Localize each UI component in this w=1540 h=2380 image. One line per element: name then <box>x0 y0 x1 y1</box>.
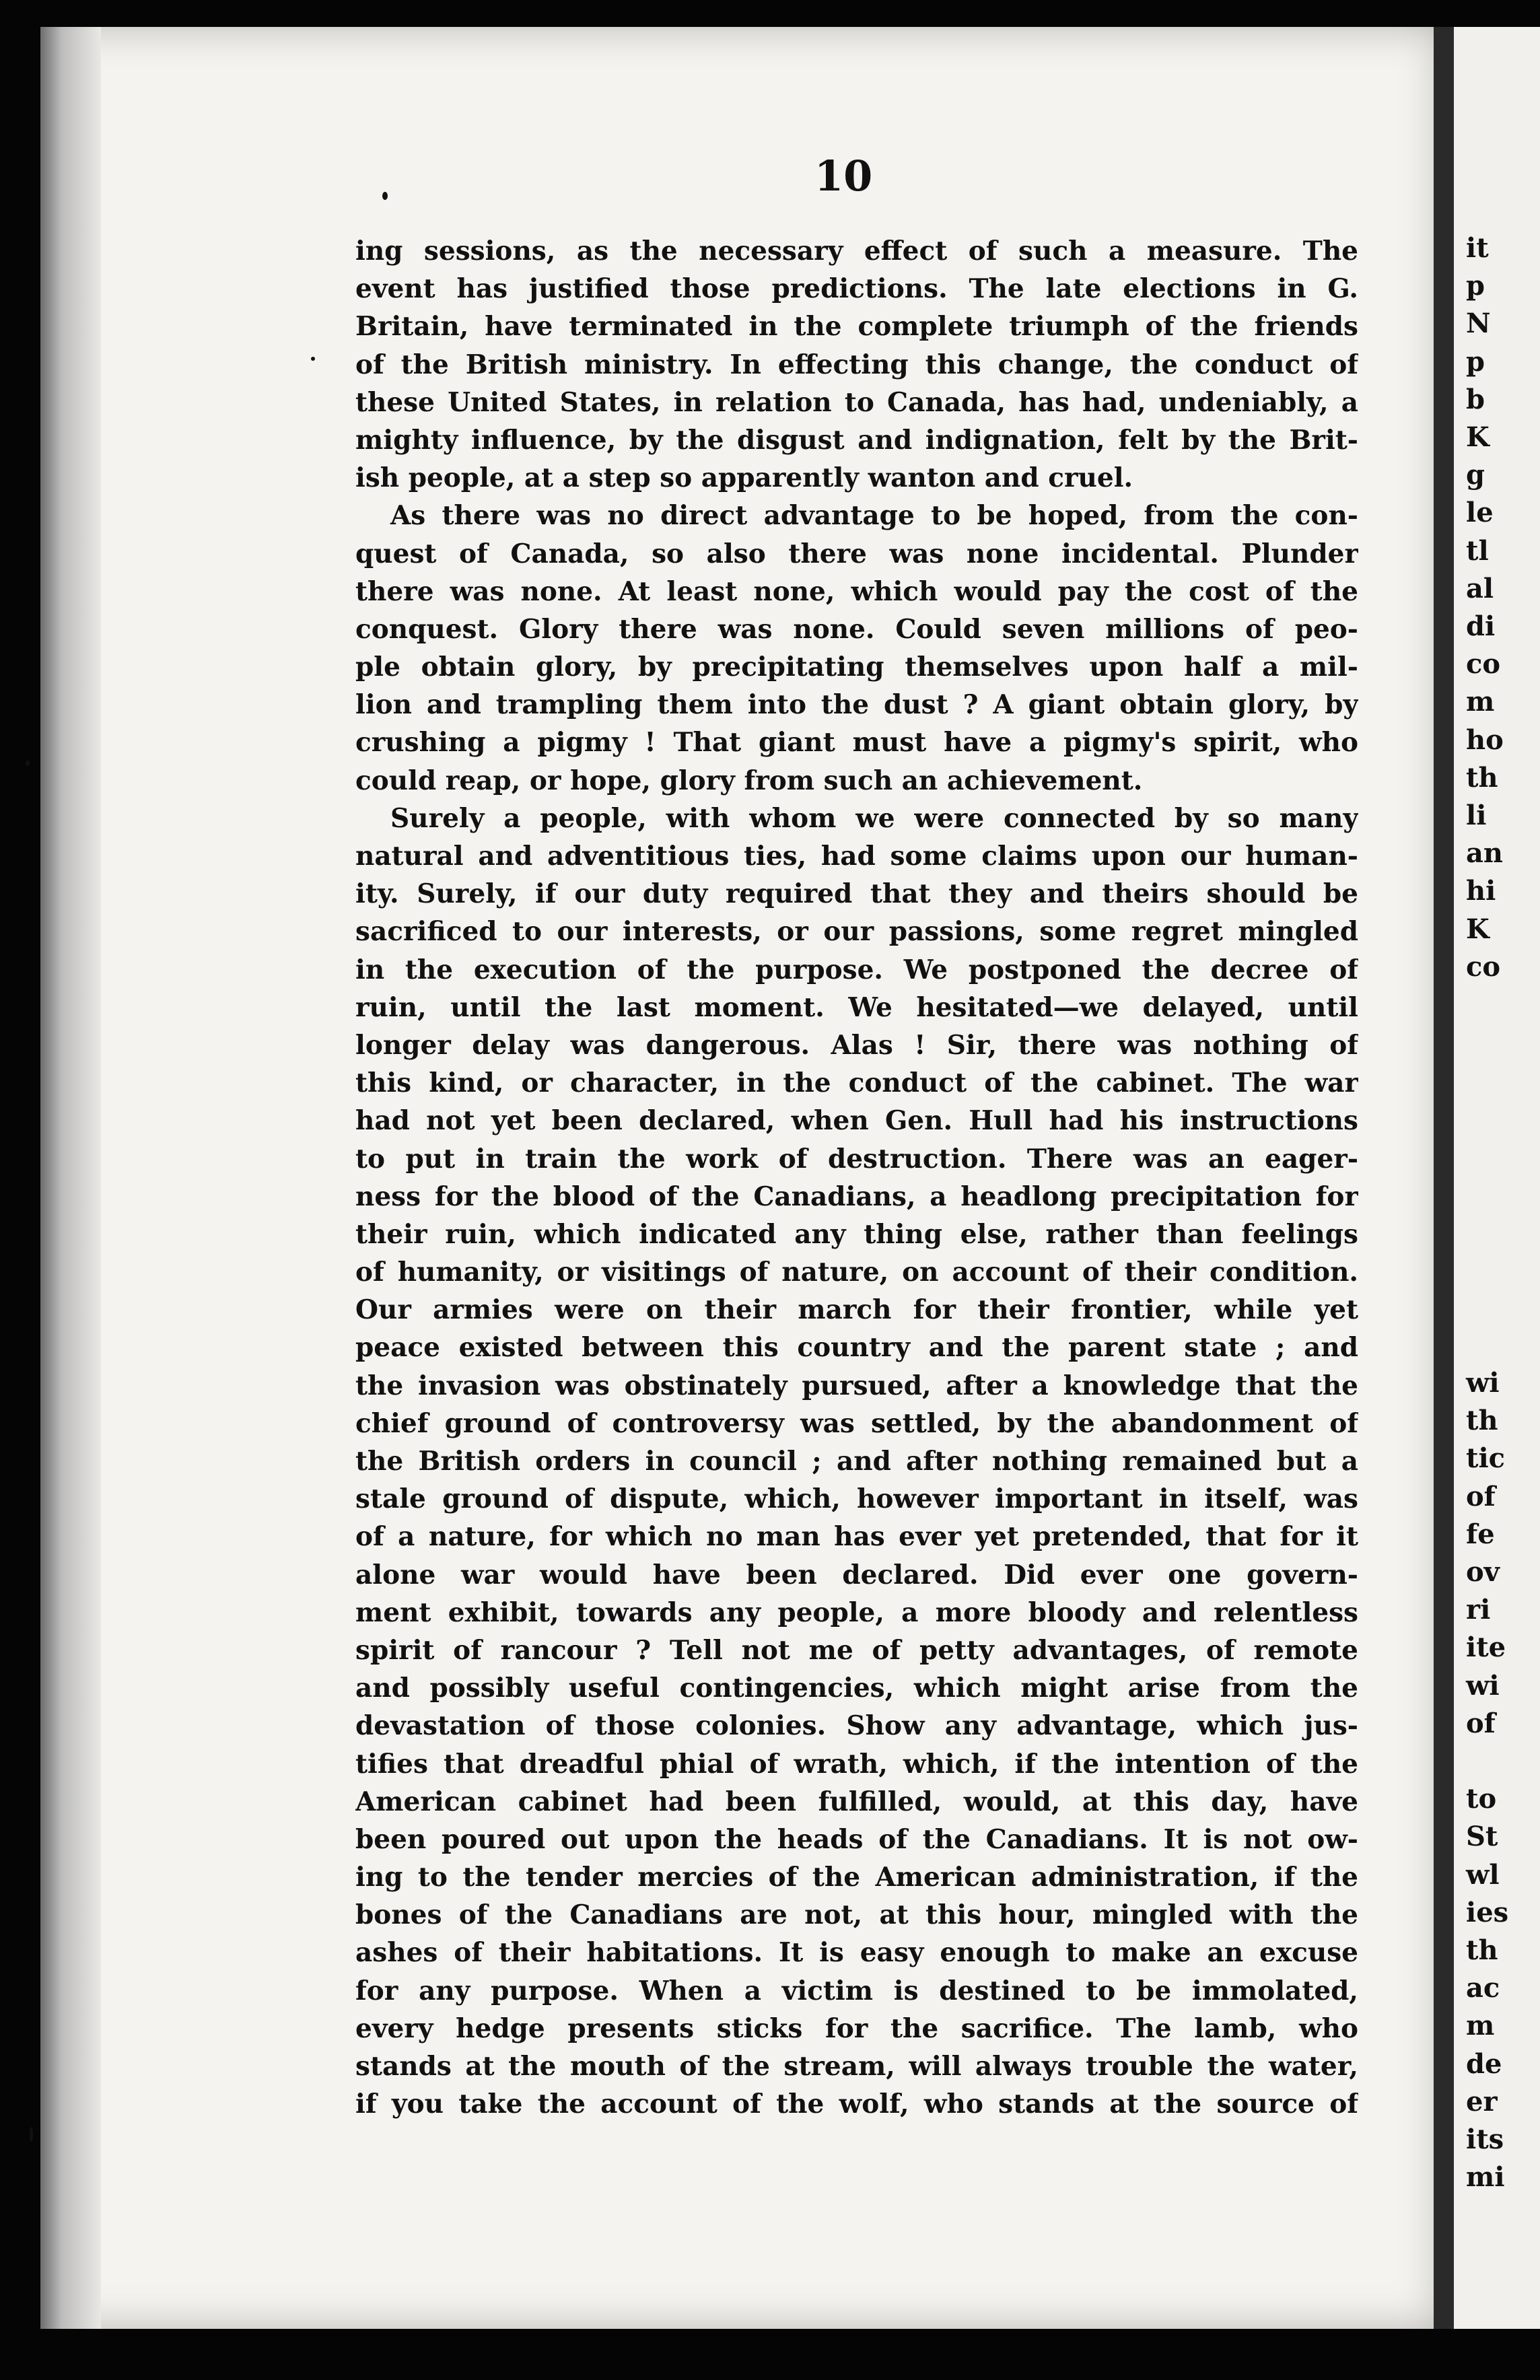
neighbor-text-fragment: ac <box>1466 1972 1500 2004</box>
neighbor-text-fragment: di <box>1466 610 1496 642</box>
text-line: in the execution of the purpose. We postponed the decree of <box>355 954 1358 985</box>
text-line: for any purpose. When a victim is destined to be immolated, <box>355 1975 1358 2006</box>
text-line: chief ground of controversy was settled, by the abandonment of <box>355 1407 1358 1439</box>
neighbor-text-fragment: tl <box>1466 534 1489 567</box>
text-line: if you take the account of the wolf, who stands at the source of <box>355 2089 1358 2120</box>
neighbor-text-fragment: ies <box>1466 1896 1509 1928</box>
neighbor-text-fragment: al <box>1466 572 1494 604</box>
text-line: of the British ministry. In effecting this change, the conduct of <box>355 349 1358 380</box>
neighbor-text-fragment: le <box>1466 497 1494 529</box>
text-line: spirit of rancour ? Tell not me of petty advantages, of remote <box>355 1634 1358 1666</box>
text-line: tifies that dreadful phial of wrath, which, if the intention of the <box>355 1748 1358 1780</box>
neighbor-text-fragment: it <box>1466 232 1489 264</box>
text-line: stands at the mouth of the stream, will always trouble the water, <box>355 2051 1358 2082</box>
neighbor-text-fragment: er <box>1466 2085 1498 2118</box>
neighbor-text-fragment: ri <box>1466 1594 1491 1626</box>
text-line: American cabinet had been fulfilled, would, at this day, have <box>355 1786 1358 1817</box>
text-line: ing to the tender mercies of the American administration, if the <box>355 1862 1358 1893</box>
neighbor-text-fragment: of <box>1466 1480 1496 1512</box>
scan-speck <box>30 2127 33 2142</box>
neighbor-text-fragment: p <box>1466 345 1485 378</box>
text-line: quest of Canada, so also there was none incidental. Plunder <box>355 538 1358 569</box>
neighbor-text-fragment: th <box>1466 1405 1498 1437</box>
text-line: and possibly useful contingencies, which might arise from the <box>355 1673 1358 1704</box>
scan-speck <box>382 192 388 200</box>
neighbor-text-fragment: p <box>1466 270 1485 302</box>
text-line: longer delay was dangerous. Alas ! Sir, there was nothing of <box>355 1029 1358 1061</box>
neighbor-text-fragment: m <box>1466 686 1495 718</box>
text-line: of humanity, or visitings of nature, on account of their condition. <box>355 1257 1358 1288</box>
text-line: Our armies were on their march for their frontier, while yet <box>355 1294 1358 1326</box>
text-line: this kind, or character, in the conduct of the cabinet. The war <box>355 1068 1358 1099</box>
text-line: devastation of those colonies. Show any advantage, which jus- <box>355 1710 1358 1742</box>
neighbor-text-fragment: St <box>1466 1821 1498 1853</box>
neighbor-text-fragment: li <box>1466 800 1487 831</box>
text-line: could reap, or hope, glory from such an achievement. <box>355 765 1143 796</box>
neighbor-text-fragment: fe <box>1466 1518 1495 1550</box>
text-line: these United States, in relation to Canada, has had, undeniably, a <box>355 386 1358 418</box>
text-line: lion and trampling them into the dust ? A giant obtain glory, by <box>355 689 1358 721</box>
text-line: there was none. At least none, which would pay the cost of the <box>355 575 1358 607</box>
text-line: ing sessions, as the necessary effect of such a measure. The <box>355 236 1358 267</box>
text-line: As there was no direct advantage to be hoped, from the con- <box>390 500 1358 532</box>
text-line: to put in train the work of destruction. There was an eager- <box>355 1143 1358 1175</box>
neighbor-text-fragment: of <box>1466 1707 1496 1739</box>
text-line: ashes of their habitations. It is easy enough to make an excuse <box>355 1937 1358 1969</box>
text-line: the British orders in council ; and after nothing remained but a <box>355 1446 1358 1477</box>
text-line: every hedge presents sticks for the sacrifice. The lamb, who <box>355 2013 1358 2044</box>
text-line: natural and adventitious ties, had some claims upon our human- <box>355 841 1358 872</box>
neighbor-page-strip <box>1454 27 1540 2329</box>
neighbor-text-fragment: wl <box>1466 1858 1500 1891</box>
text-line: ruin, until the last moment. We hesitated—we delayed, until <box>355 991 1358 1023</box>
text-line: mighty influence, by the disgust and indignation, felt by the Brit- <box>355 424 1358 456</box>
text-line: stale ground of dispute, which, however important in itself, was <box>355 1483 1358 1515</box>
neighbor-text-fragment: ite <box>1466 1632 1506 1664</box>
text-line: peace existed between this country and the parent state ; and <box>355 1332 1358 1364</box>
neighbor-text-fragment: its <box>1466 2124 1504 2155</box>
text-line: of a nature, for which no man has ever yet pretended, that for it <box>355 1521 1358 1553</box>
body-text <box>355 232 1358 2123</box>
neighbor-text-fragment: m <box>1466 2010 1495 2042</box>
scan-speck <box>26 761 30 766</box>
neighbor-text-fragment: ov <box>1466 1556 1500 1588</box>
neighbor-text-fragment: de <box>1466 2048 1502 2080</box>
scan-speck <box>311 357 315 361</box>
neighbor-text-fragment: b <box>1466 383 1485 415</box>
text-line: alone war would have been declared. Did ever one govern- <box>355 1559 1358 1590</box>
text-line: ple obtain glory, by precipitating themselves upon half a mil- <box>355 652 1358 683</box>
text-line: ment exhibit, towards any people, a more bloody and relentless <box>355 1597 1358 1628</box>
text-line: bones of the Canadians are not, at this hour, mingled with the <box>355 1899 1358 1931</box>
neighbor-text-fragment: co <box>1466 950 1501 983</box>
text-line: Surely a people, with whom we were connected by so many <box>390 802 1358 834</box>
neighbor-text-fragment: ho <box>1466 724 1504 756</box>
neighbor-text-fragment: K <box>1466 421 1490 453</box>
neighbor-text-fragment: tic <box>1466 1442 1506 1475</box>
neighbor-text-fragment: an <box>1466 837 1503 870</box>
text-line: had not yet been declared, when Gen. Hull had his instructions <box>355 1105 1358 1137</box>
page-edge-shadow <box>1434 27 1454 2329</box>
text-line: their ruin, which indicated any thing else, rather than feelings <box>355 1218 1358 1250</box>
neighbor-text-fragment: co <box>1466 648 1501 680</box>
text-line: the invasion was obstinately pursued, after a knowledge that the <box>355 1370 1358 1401</box>
text-line: been poured out upon the heads of the Canadians. It is not ow- <box>355 1823 1358 1855</box>
neighbor-text-fragment: g <box>1466 459 1485 491</box>
text-line: conquest. Glory there was none. Could seven millions of peo- <box>355 613 1358 645</box>
neighbor-text-fragment: wi <box>1466 1367 1500 1399</box>
page-number: 10 <box>814 151 873 201</box>
page-gutter-shadow <box>40 27 101 2329</box>
neighbor-text-fragment: wi <box>1466 1669 1500 1702</box>
neighbor-text-fragment: to <box>1466 1783 1497 1815</box>
neighbor-text-fragment: th <box>1466 1934 1498 1966</box>
text-line: ish people, at a step so apparently wanton and cruel. <box>355 462 1133 494</box>
neighbor-text-fragment: mi <box>1466 2161 1505 2194</box>
neighbor-text-fragment: hi <box>1466 875 1496 907</box>
text-line: crushing a pigmy ! That giant must have a pigmy's spirit, who <box>355 727 1358 759</box>
text-line: Britain, have terminated in the complete triumph of the friends <box>355 311 1358 343</box>
text-line: event has justified those predictions. The late elections in G. <box>355 273 1358 305</box>
text-line: ity. Surely, if our duty required that they and theirs should be <box>355 878 1358 910</box>
neighbor-text-fragment: th <box>1466 761 1498 794</box>
neighbor-text-fragment: K <box>1466 913 1490 945</box>
neighbor-text-fragment: N <box>1466 308 1491 340</box>
text-line: sacrificed to our interests, or our passions, some regret mingled <box>355 916 1358 948</box>
text-line: ness for the blood of the Canadians, a headlong precipitation for <box>355 1181 1358 1212</box>
